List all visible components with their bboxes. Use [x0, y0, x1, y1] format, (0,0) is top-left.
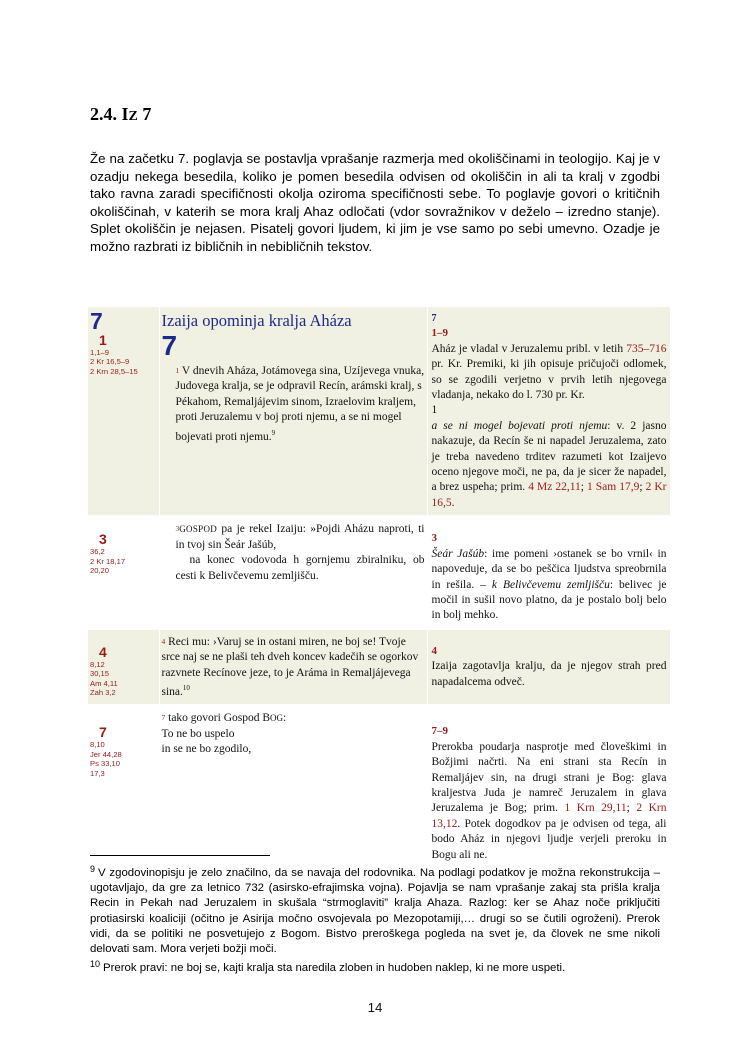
note-part: .: [451, 496, 455, 509]
reference-cell: [88, 629, 159, 706]
book-abbrev: [122, 104, 138, 124]
section-chapter: 7: [142, 104, 152, 124]
scripture-text: [176, 521, 425, 553]
commentary-cell: [427, 516, 670, 628]
note-part: : ime pomeni ›ostanek se bo vrnil‹ in napoveduje, da se bo peščica ljudstva spreobrnila in rešila. –: [431, 547, 667, 591]
footnote-9: [90, 862, 660, 957]
verse-marker: 7: [99, 724, 107, 741]
footnote-number: 10: [90, 959, 101, 970]
note-quote: k Belivčevemu zemljišču: [491, 578, 610, 591]
xref[interactable]: 20,20: [90, 566, 110, 576]
xref[interactable]: 2 Krn 28,5–15: [90, 366, 138, 376]
note-part: pr. Kr. Premiki, ki jih opisuje pričujoči odlomek, so se zgodili verjetno v prvih letih njegovega vladanja, nekako do l. 730 pr. Kr.: [431, 358, 667, 402]
scripture-cell: [159, 516, 427, 628]
scripture-text: [162, 710, 425, 726]
xref[interactable]: 2 Kr 18,17: [90, 556, 126, 566]
xref[interactable]: 2 Kr 16,5–9: [90, 357, 130, 367]
verse-number: 1: [175, 366, 180, 375]
footnote-10: [90, 957, 660, 976]
table-row: [88, 516, 670, 628]
verse-marker: 1: [99, 332, 107, 348]
note-text: [432, 419, 667, 511]
scripture-text: [162, 363, 425, 445]
divine-name: GOSPOD: [179, 524, 218, 535]
xref[interactable]: 8,10: [90, 740, 105, 750]
divine-name-smallcaps: OG: [270, 713, 284, 724]
verse-text: pa je rekel Izaiju: »Pojdi Aházu naproti, ti in tvoj sin Šeár Jašúb,: [175, 523, 425, 551]
xref[interactable]: Am 4,11: [90, 678, 118, 688]
note-quote: Šeár Jašúb: [431, 547, 485, 560]
footnote-ref[interactable]: 10: [182, 683, 190, 692]
footnote-ref[interactable]: 9: [271, 428, 276, 437]
reference-cell: [88, 307, 159, 516]
note-link[interactable]: 1 Sam 17,9: [587, 481, 640, 494]
scripture-text: [162, 634, 425, 701]
verse-text: :: [283, 712, 287, 725]
cross-references: [90, 547, 159, 575]
note-part: ;: [626, 802, 637, 815]
note-link[interactable]: 4 Mz 22,11: [528, 481, 581, 494]
chapter-marker: 7: [90, 308, 103, 334]
verse-number: 4: [161, 636, 166, 646]
verse-number: 7: [161, 713, 166, 723]
xref[interactable]: 36,2: [90, 547, 105, 557]
book-abbrev-first: I: [121, 104, 129, 124]
verse-text-line: na konec vodovoda h gornjemu zbiralniku, ob cesti k Belivčevemu zemljišču.: [175, 554, 425, 582]
table-row: [88, 307, 670, 516]
verse-text-line: in se ne bo zgodilo,: [161, 743, 252, 756]
note-part: ;: [580, 481, 587, 494]
xref[interactable]: Zah 3,2: [90, 687, 116, 697]
reference-cell: [88, 705, 159, 867]
verse-marker: 3: [99, 531, 107, 548]
footnote-number: 9: [90, 864, 96, 874]
cross-references: [90, 348, 159, 376]
footnote-text: Prerok pravi: ne boj se, kajti kralja sta naredila zloben in hudoben naklep, ki ne more uspeti.: [103, 962, 566, 975]
note-text: [432, 547, 667, 624]
bible-commentary-table: [88, 307, 671, 867]
note-verse-number: 1: [431, 404, 438, 417]
commentary-cell: [427, 629, 670, 706]
note-part: Prerokba poudarja nasprotje med človeškimi in Božjimi načrti. Na eni strani sta Recín in Remaljájev sin, na drugi strani je Bog: glava kraljestva Juda je namreč Jeruzalem in glava Jeruzalema je Bog; prim.: [431, 740, 667, 815]
note-chapter: 7: [431, 313, 437, 324]
verse-text: Reci mu: ›Varuj se in ostani miren, ne boj se! Tvoje srce naj se ne plaši teh dveh koncev kadečih se ogorkov razvnete Recínove jeze, to je Aráma in Remaljájevega sina.: [161, 635, 419, 698]
table-row: [88, 705, 670, 867]
book-abbrev-rest: Z: [128, 109, 138, 124]
footnote-divider: [90, 855, 270, 856]
note-verse: 4: [431, 644, 437, 657]
note-part: Aház je vladal v Jeruzalemu pribl. v letih: [431, 342, 627, 355]
verse-number: 3: [175, 524, 180, 534]
scripture-cell: [159, 705, 427, 867]
verse-text: V dnevih Aháza, Jotámovega sina, Uzíjevega vnuka, Judovega kralja, se je odpravil Recín, arámski kralj, s Pékahom, Remaljájevim sinom, Izraelovim kraljem, proti Jeruzalemu v boj proti njemu, a se ni mogel bojevati proti njemu.: [175, 365, 425, 443]
note-link[interactable]: 2 Krn 13,12: [431, 802, 667, 830]
note-range: 7–9: [431, 725, 448, 738]
footnote-text: V zgodovinopisju je zelo značilno, da se navaja del rodovnika. Na podlagi podatkov je možna rekonstrukcija – ugotavljajo, da gre za letnico 732 (asirsko-efrajimska vojna). Pojavlja se nam vprašanje zakaj sta prišla kralja Recin in Pekah nad Jeruzalem in skušala “strmoglaviti” kralja Ahaza. Razlog: ker se Ahaz noče priključiti protiasirski koaliciji (očitno je Asirija močno osvojevala po Mezopotamiji,… drugi so se čutili ogroženi). Prerok vidi, da se politiki ne posvetujejo z Bogom. Bistvo preroškega pogleda na svet je, da človek ne sme nikoli delovati sam. Mora verjeti božji moči.: [90, 867, 660, 956]
verse-text-line: To ne bo uspelo: [161, 727, 235, 740]
commentary-cell: [427, 705, 670, 867]
xref[interactable]: 1,1–9: [90, 348, 110, 357]
note-link[interactable]: 1 Krn 29,11: [564, 802, 627, 815]
table-row: [88, 629, 670, 706]
xref[interactable]: Jer 44,28: [90, 749, 122, 759]
note-link[interactable]: 735–716: [626, 342, 667, 355]
chapter-number: 7: [161, 330, 178, 361]
note-link[interactable]: 2 Kr 16,5: [431, 481, 667, 509]
xref[interactable]: 30,15: [90, 669, 110, 679]
scripture-cell: [159, 307, 427, 516]
section-number: 2.4.: [90, 104, 117, 124]
note-part: . Potek dogodkov pa je odvisen od tega, ali bodo Aház in njegovi ljudje verjeli preroku in Bogu ali ne.: [431, 817, 667, 861]
note-part: ;: [639, 481, 646, 494]
note-text: Izaija zagotavlja kralju, da je njegov strah pred napadalcema odveč.: [431, 660, 667, 688]
xref[interactable]: Ps 33,10: [90, 759, 120, 769]
verse-marker: 4: [99, 643, 107, 660]
xref[interactable]: 8,12: [90, 659, 105, 669]
note-text: [432, 342, 667, 404]
note-range: 1–9: [431, 327, 448, 340]
note-text: [432, 740, 667, 863]
verse-text: tako govori Gospod B: [168, 712, 271, 725]
xref[interactable]: 17,3: [90, 768, 105, 778]
page-number: 14: [367, 1000, 383, 1015]
scripture-cell: [159, 629, 427, 706]
reference-cell: [88, 516, 159, 628]
footnotes: [90, 862, 660, 976]
note-part: : v. 2 jasno nakazuje, da Recín še ni napadel Jeruzalema, zato je treba navedeno trditev razumeti kot Izaijevo oceno njegove moči, ne pa, da je sicer že napadel, a brez uspeha; prim.: [431, 419, 667, 494]
note-part: : belivec je močil in sušil novo platno, da je postalo bolj belo in bolj mehko.: [431, 578, 667, 622]
cross-references: [90, 740, 159, 778]
note-quote: a se ni mogel bojevati proti njemu: [431, 419, 608, 432]
note-verse: 3: [431, 532, 437, 545]
pericope-title: Izaija opominja kralja Aháza: [161, 311, 352, 330]
section-heading: [90, 104, 151, 125]
intro-paragraph: Že na začetku 7. poglavja se postavlja vprašanje razmerja med okoliščinami in teologijo. Kaj je v ozadju nekega besedila, koliko je pomen besedila odvisen od okoliščin in ali ta kralj v zgodbi tako ravna zaradi specifičnosti okolja oziroma specifičnosti sebe. To poglavje govori o kritičnih okoliščinah, v katerih se mora kralj Ahaz odločati (vdor sovražnikov v deželo – izredno stanje). Splet okoliščin je nejasen. Pisatelj govori ljudem, ki jim je vse samo po sebi umevno. Ozadje je možno razbrati iz bibličnih in nebibličnih tekstov.: [90, 151, 660, 254]
commentary-cell: [427, 307, 670, 516]
cross-references: [90, 660, 159, 698]
